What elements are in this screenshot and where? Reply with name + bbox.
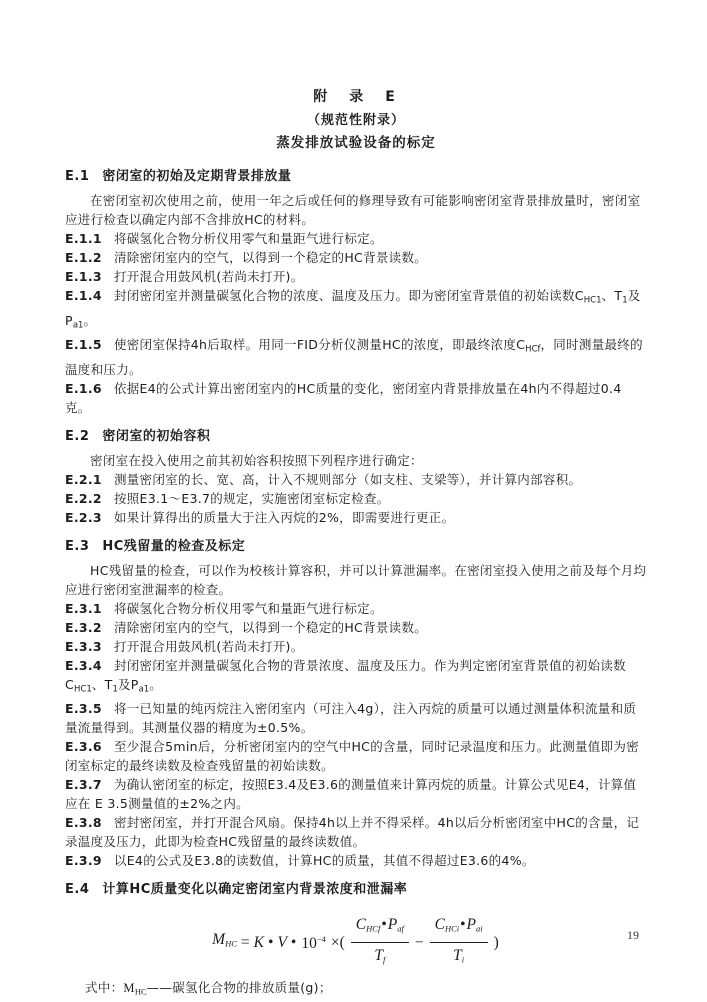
- section-number: E.3: [65, 538, 90, 554]
- clause-label: E.3.6: [65, 739, 102, 754]
- clause-text: 封闭密闭室并测量碳氢化合物的背景浓度、温度及压力。作为判定密闭室背景值的初始读数$C_{HC1}$、$T_1$及$P_{a1}$。: [65, 657, 626, 694]
- clause-label: E.3.4: [65, 657, 102, 673]
- clause-label: E.1.5: [65, 337, 102, 352]
- formula-legend: [65, 978, 647, 1002]
- fraction-numerator: $C_{HCi}•P_{ai}$: [430, 915, 488, 943]
- clause-label: E.1.3: [65, 269, 102, 284]
- clause-e1-1: [65, 229, 647, 248]
- clause-text: 将碳氢化合物分析仪用零气和量距气进行标定。: [113, 231, 383, 246]
- section-number: E.2: [65, 428, 90, 444]
- clause-label: E.1.6: [65, 380, 102, 396]
- clause-e1-6: [65, 379, 647, 417]
- section-e2-intro: 密闭室在投入使用之前其初始容积按照下列程序进行确定：: [90, 452, 423, 468]
- section-e3-heading: [65, 537, 647, 556]
- fraction-denominator: $T_f$: [374, 946, 386, 964]
- clause-text: 为确认密闭室的标定，按照E3.4及E3.6的测量值来计算丙烷的质量。计算公式见E4，计算值应在 E 3.5测量值的±2%之内。: [65, 777, 637, 811]
- clause-text: 打开混合用鼓风机(若尚未打开)。: [113, 269, 304, 284]
- clause-text: 至少混合5min后，分析密闭室内的空气中HC的含量，同时记录温度和压力。此测量值即为密闭室标定的最终读数及检查残留量的初始读数。: [65, 739, 639, 773]
- clause-e3-6: [65, 737, 647, 775]
- section-number: E.4: [65, 882, 90, 897]
- section-e2-heading: [65, 427, 647, 446]
- appendix-subtitle: （规范性附录）: [306, 113, 405, 128]
- formula-block: [65, 915, 647, 969]
- where-variable: $M_{HC}$: [123, 981, 147, 997]
- clause-label: E.3.5: [65, 701, 102, 716]
- clause-label: E.3.2: [65, 619, 102, 635]
- page-number: 19: [627, 928, 639, 942]
- section-e3: [65, 537, 647, 871]
- clause-e3-2: [65, 618, 647, 637]
- clause-e2-2: [65, 489, 647, 508]
- clause-label: E.3.3: [65, 638, 102, 654]
- clause-label: E.1.2: [65, 250, 102, 265]
- dot-operator: •: [290, 933, 297, 951]
- fraction-denominator: $T_i$: [453, 946, 465, 964]
- section-e2: [65, 427, 647, 527]
- clause-text: 依据E4的公式计算出密闭室内的HC质量的变化，密闭室内背景排放量在4h内不得超过0.4克。: [65, 380, 622, 415]
- section-title: 密闭室的初始容积: [102, 428, 211, 444]
- clause-e1-2: [65, 248, 647, 267]
- section-title: 计算HC质量变化以确定密闭室内背景浓度和泄漏率: [102, 882, 408, 897]
- clause-text: 清除密闭室内的空气，以得到一个稳定的HC背景读数。: [113, 250, 428, 265]
- equals-sign: =: [240, 933, 250, 951]
- formula-e4: [212, 915, 500, 969]
- clause-text: 清除密闭室内的空气，以得到一个稳定的HC背景读数。: [113, 619, 428, 635]
- clause-e1-4: [65, 286, 647, 335]
- formula-var-k: K: [253, 933, 264, 951]
- section-e1-intro: 在密闭室初次使用之前，使用一年之后或任何的修理导致有可能影响密闭室背景排放量时，密闭室应进行检查以确定内部不含排放HC的材料。: [65, 193, 641, 227]
- clause-e1-5: [65, 335, 647, 379]
- clause-text: 密封密闭室，并打开混合风扇。保持4h以上并不得采样。4h以后分析密闭室中HC的含量，记录温度及压力，此即为检查HC残留量的最终读数值。: [65, 815, 640, 849]
- fraction-numerator: $C_{HCf}•P_{af}$: [351, 915, 409, 943]
- clause-text: 将一已知量的纯丙烷注入密闭室内（可注入4g），注入丙烷的质量可以通过测量体积流量和质量流量得到。其测量仪器的精度为±0.5%。: [65, 701, 637, 735]
- clause-text: 封闭密闭室并测量碳氢化合物的浓度、温度及压力。即为密闭室背景值的初始读数$C_{HC1}$、$T_1$及$P_{a1}$。: [65, 288, 641, 330]
- dot-operator: •: [460, 916, 466, 933]
- clause-e3-3: [65, 637, 647, 656]
- dot-operator: •: [268, 933, 274, 951]
- clause-text: 按照E3.1～E3.7的规定，实施密闭室标定检查。: [113, 490, 390, 506]
- minus-sign: −: [414, 933, 424, 951]
- clause-text: 将碳氢化合物分析仪用零气和量距气进行标定。: [113, 600, 383, 616]
- section-title: HC残留量的检查及标定: [102, 538, 246, 554]
- formula-power-term: $10^{-4}$: [301, 934, 326, 953]
- clause-label: E.2.3: [65, 509, 102, 525]
- clause-text: 测量密闭室的长、宽、高，计入不规则部分（如支柱、支梁等），并计算内部容积。: [113, 471, 582, 487]
- clause-label: E.2.1: [65, 471, 102, 487]
- formula-fraction-final: [351, 915, 409, 969]
- section-e4-heading: [65, 880, 647, 899]
- clause-e3-8: [65, 813, 647, 851]
- clause-label: E.2.2: [65, 490, 102, 506]
- clause-e3-4: [65, 656, 647, 700]
- appendix-title: 附 录 E: [313, 89, 399, 105]
- clause-text: 如果计算得出的质量大于注入丙烷的2%，即需要进行更正。: [113, 509, 455, 525]
- clause-label: E.3.8: [65, 815, 102, 830]
- clause-e2-3: [65, 508, 647, 527]
- times-open-paren: ×(: [330, 933, 345, 951]
- clause-label: E.3.9: [65, 853, 102, 868]
- page-content: [65, 86, 647, 1002]
- close-paren: ): [493, 933, 499, 951]
- where-description: ——碳氢化合物的排放质量(g)；: [146, 980, 332, 995]
- clause-e1-3: [65, 267, 647, 286]
- dot-operator: •: [381, 916, 387, 933]
- clause-text: 使密闭室保持4h后取样。用同一FID分析仪测量HC的浓度，即最终浓度$C_{HCf}$，同时测量最终的温度和压力。: [65, 337, 643, 377]
- section-e1: [65, 167, 647, 417]
- section-e4: [65, 880, 647, 1002]
- appendix-title-block: [65, 86, 647, 155]
- formula-lhs: $M_{HC}$: [212, 931, 237, 949]
- formula-fraction-initial: [430, 915, 488, 969]
- section-number: E.1: [65, 169, 90, 184]
- clause-e3-5: [65, 699, 647, 737]
- clause-e2-1: [65, 470, 647, 489]
- clause-text: 打开混合用鼓风机(若尚未打开)。: [113, 638, 304, 654]
- section-e3-intro: HC残留量的检查，可以作为校核计算容积，并可以计算泄漏率。在密闭室投入使用之前及每个月均应进行密闭室泄漏率的检查。: [65, 562, 647, 597]
- where-prefix: 式中：: [85, 980, 124, 995]
- clause-label: E.1.4: [65, 288, 102, 303]
- appendix-topic: 蒸发排放试验设备的标定: [276, 135, 436, 151]
- formula-var-v: V: [277, 933, 287, 951]
- clause-e3-7: [65, 775, 647, 813]
- clause-e3-1: [65, 599, 647, 618]
- clause-text: 以E4的公式及E3.8的读数值，计算HC的质量，其值不得超过E3.6的4%。: [113, 853, 535, 868]
- clause-label: E.3.1: [65, 600, 102, 616]
- section-e1-heading: [65, 167, 647, 186]
- section-title: 密闭室的初始及定期背景排放量: [102, 169, 292, 184]
- clause-label: E.1.1: [65, 231, 102, 246]
- clause-label: E.3.7: [65, 777, 102, 792]
- clause-e3-9: [65, 851, 647, 870]
